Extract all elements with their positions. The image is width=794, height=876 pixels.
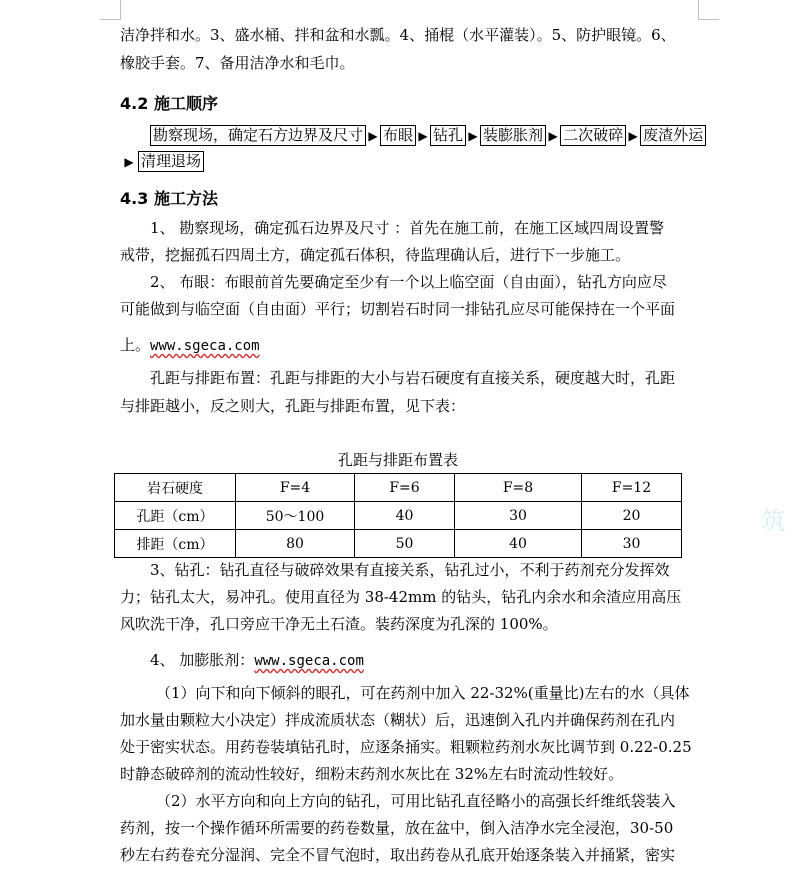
table-header-cell: F=4 <box>236 474 355 502</box>
flow-step: 布眼 <box>380 125 416 146</box>
text-line: 洁净拌和水。3、盛水桶、拌和盆和水瓢。4、捅棍（水平灌装）。5、防护眼镜。6、 <box>120 26 676 44</box>
section-heading-4-2 <box>120 91 218 114</box>
process-flow-row1 <box>150 125 706 146</box>
section-heading-4-3 <box>120 186 218 209</box>
table-cell: 20 <box>582 502 682 530</box>
text-line <box>120 336 710 356</box>
table-cell: 30 <box>455 502 582 530</box>
spacing-table <box>114 473 682 558</box>
table-row <box>115 502 682 530</box>
table-cell: 孔距（cm） <box>115 502 236 530</box>
table-row <box>115 530 682 558</box>
crop-mark-left <box>120 0 121 19</box>
table-cell: 50 <box>355 530 455 558</box>
table-cell: 40 <box>355 502 455 530</box>
text-line <box>150 651 740 671</box>
table-header-cell: F=12 <box>582 474 682 502</box>
table-cell: 30 <box>582 530 682 558</box>
text-line: 戒带，挖掘孤石四周土方，确定孤石体积，待监理确认后，进行下一步施工。 <box>120 246 631 264</box>
arrow-right-icon: ▶ <box>548 129 558 143</box>
text-line: 时静态破碎剂的流动性较好，细粉末药剂水灰比在 32%左右时流动性较好。 <box>120 765 624 783</box>
table-header-cell: 岩石硬度 <box>115 474 236 502</box>
watermark-glyph: 筑 <box>757 508 785 532</box>
text-line: 2、 布眼：布眼前首先要确定至少有一个以上临空面（自由面），钻孔方向应尽 <box>150 273 667 291</box>
table-cell: 排距（cm） <box>115 530 236 558</box>
arrow-right-icon: ▶ <box>468 129 478 143</box>
flow-step: 废渣外运 <box>640 125 706 146</box>
section-number: 4.3 <box>120 189 149 208</box>
text-line: 3、钻孔：钻孔直径与破碎效果有直接关系，钻孔过小，不利于药剂充分发挥效 <box>150 561 670 579</box>
text-line: 处于密实状态。用药卷装填钻孔时，应逐条捅实。粗颗粒药剂水灰比调节到 0.22-0.25 <box>120 738 692 756</box>
website-link[interactable]: www.sgeca.com <box>254 653 364 669</box>
flow-step: 钻孔 <box>430 125 466 146</box>
section-title: 施工方法 <box>154 189 219 208</box>
table-cell: 40 <box>455 530 582 558</box>
text-line: （2）水平方向和向上方向的钻孔，可用比钻孔直径略小的高强长纤维纸袋装入 <box>156 792 676 810</box>
arrow-right-icon: ▶ <box>368 129 378 143</box>
text-line: 1、 勘察现场，确定孤石边界及尺寸 ：首先在施工前，在施工区域四周设置警 <box>150 219 665 237</box>
text-line: 与排距越小，反之则大，孔距与排距布置，见下表： <box>120 397 466 415</box>
table-cell: 50～100 <box>236 502 355 530</box>
crop-mark-left-h <box>100 19 121 20</box>
text-line: 橡胶手套。7、备用洁净水和毛巾。 <box>120 54 355 72</box>
table-header-cell: F=8 <box>455 474 582 502</box>
flow-step: 装膨胀剂 <box>480 125 546 146</box>
table-header-row <box>115 474 682 502</box>
table-header-cell: F=6 <box>355 474 455 502</box>
process-flow-row2 <box>120 151 204 172</box>
flow-step: 勘察现场，确定石方边界及尺寸 <box>150 125 366 146</box>
flow-step: 清理退场 <box>138 151 204 172</box>
table-caption: 孔距与排距布置表 <box>337 451 458 469</box>
text-line: 药剂，按一个操作循环所需要的药卷数量，放在盆中，倒入洁净水完全浸泡，30-50 <box>120 819 674 837</box>
arrow-right-icon: ▶ <box>124 155 134 169</box>
section-title: 施工顺序 <box>154 94 219 113</box>
flow-step: 二次破碎 <box>560 125 626 146</box>
website-link[interactable]: www.sgeca.com <box>150 338 260 354</box>
text-fragment: 4、 加膨胀剂： <box>150 651 255 669</box>
text-line: 秒左右药卷充分湿润、完全不冒气泡时，取出药卷从孔底开始逐条装入并捅紧，密实 <box>120 846 676 864</box>
text-line: 可能做到与临空面（自由面）平行；切割岩石时同一排钻孔应尽可能保持在一个平面 <box>120 300 676 318</box>
arrow-right-icon: ▶ <box>628 129 638 143</box>
text-line: 加水量由颗粒大小决定）拌成流质状态（糊状）后，迅速倒入孔内并确保药剂在孔内 <box>120 711 676 729</box>
arrow-right-icon: ▶ <box>418 129 428 143</box>
crop-mark-right-h <box>698 19 719 20</box>
section-number: 4.2 <box>120 94 149 113</box>
table-cell: 80 <box>236 530 355 558</box>
text-line: 风吹洗干净，孔口旁应干净无土石渣。装药深度为孔深的 100%。 <box>120 615 558 633</box>
text-fragment: 上。 <box>120 336 151 354</box>
text-line: 力；钻孔太大，易冲孔。使用直径为 38-42mm 的钻头，钻孔内余水和余渣应用高压 <box>120 588 682 606</box>
crop-mark-right <box>698 0 699 19</box>
text-line: 孔距与排距布置：孔距与排距的大小与岩石硬度有直接关系，硬度越大时，孔距 <box>150 369 676 387</box>
text-line: （1）向下和向下倾斜的眼孔，可在药剂中加入 22-32%(重量比)左右的水（具体 <box>156 684 690 702</box>
